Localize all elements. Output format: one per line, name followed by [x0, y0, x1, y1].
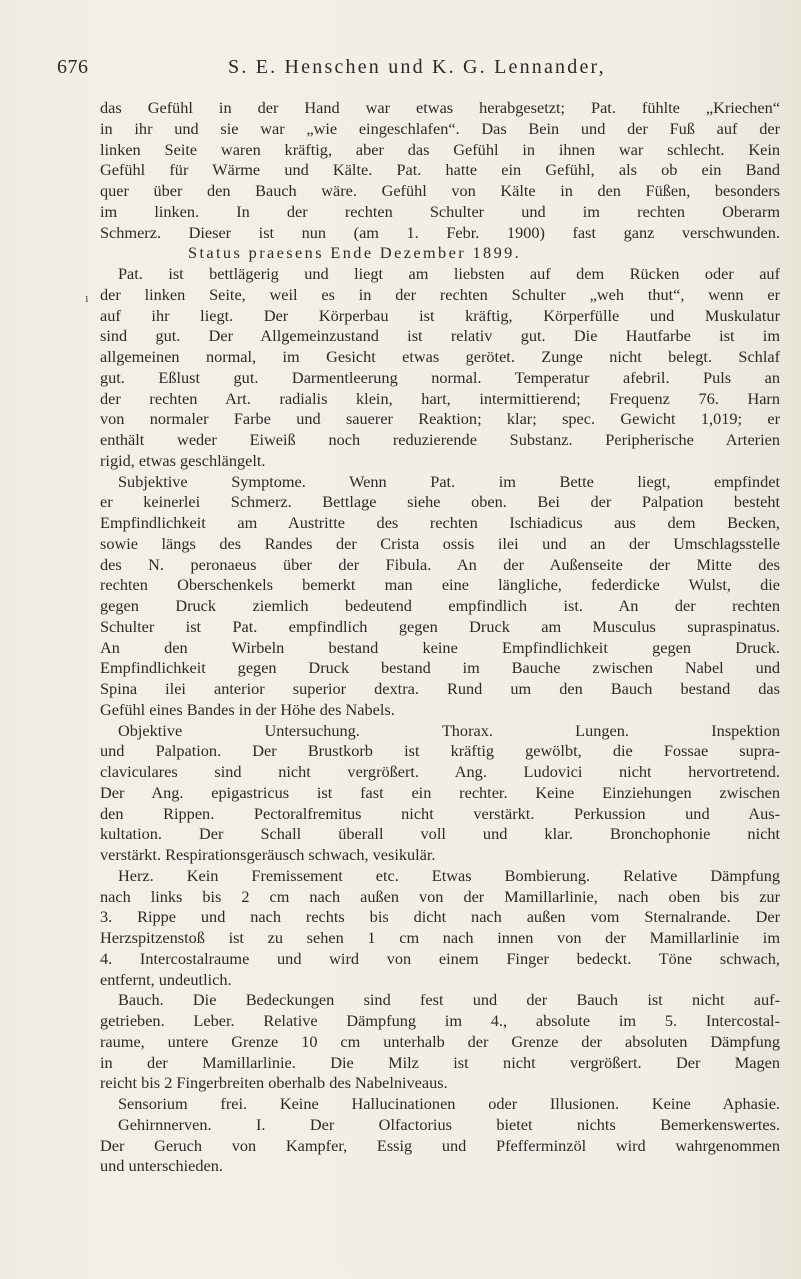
text-line: getrieben. Leber. Relative Dämpfung im 4., absolute im 5. Intercostal- — [100, 1011, 780, 1030]
text-line: Pat. ist bettlägerig und liegt am liebsten auf dem Rücken oder auf — [118, 264, 780, 283]
text-line: Spina ilei anterior superior dextra. Rund um den Bauch bestand das — [100, 679, 780, 698]
text-line: Gefühl für Wärme und Kälte. Pat. hatte ein Gefühl, als ob ein Band — [100, 160, 780, 180]
text-line: Gefühl eines Bandes in der Höhe des Nabels. — [100, 699, 395, 719]
text-line: Sensorium frei. Keine Hallucinationen oder Illusionen. Keine Aphasie. — [118, 1094, 780, 1113]
text-line: Bauch. Die Bedeckungen sind fest und der Bauch ist nicht auf- — [118, 990, 780, 1010]
text-line: allgemeinen normal, im Gesicht etwas gerötet. Zunge nicht belegt. Schlaf — [100, 347, 780, 366]
text-line: Schmerz. Dieser ist nun (am 1. Febr. 1900) fast ganz verschwunden. — [100, 222, 780, 242]
text-line: rigid, etwas geschlängelt. — [100, 450, 266, 470]
text-line: Herz. Kein Fremissement etc. Etwas Bombierung. Relative Dämpfung — [118, 865, 780, 885]
text-line: der rechten Art. radialis klein, hart, intermittierend; Frequenz 76. Harn — [100, 388, 780, 408]
text-line: 3. Rippe und nach rechts bis dicht nach außen vom Sternalrande. Der — [100, 907, 780, 927]
text-line: rechten Oberschenkels bemerkt man eine längliche, federdicke Wulst, die — [100, 575, 780, 595]
text-line: Empfindlichkeit gegen Druck bestand im Bauche zwischen Nabel und — [100, 658, 780, 678]
text-line: claviculares sind nicht vergrößert. Ang. Ludovici nicht hervortretend. — [100, 762, 780, 781]
text-line: auf ihr liegt. Der Körperbau ist kräftig, Körperfülle und Muskulatur — [100, 305, 780, 325]
text-line: Subjektive Symptome. Wenn Pat. im Bette liegt, empfindet — [118, 471, 780, 491]
text-line: Der Geruch von Kampfer, Essig und Pfefferminzöl wird wahrgenommen — [100, 1135, 780, 1155]
text-line: sind gut. Der Allgemeinzustand ist relativ gut. Die Hautfarbe ist im — [100, 326, 780, 346]
text-line: Status praesens Ende Dezember 1899. — [188, 243, 522, 263]
text-line: Herzspitzenstoß ist zu sehen 1 cm nach innen von der Mamillarlinie im — [100, 928, 780, 947]
text-line: Der Ang. epigastricus ist fast ein rechter. Keine Einziehungen zwischen — [100, 782, 780, 802]
text-line: enthält weder Eiweiß noch reduzierende Substanz. Peripherische Arterien — [100, 430, 780, 449]
page-header — [0, 56, 801, 82]
body-text — [100, 98, 780, 1177]
text-line: von normaler Farbe und sauerer Reaktion; klar; spec. Gewicht 1,019; er — [100, 409, 780, 429]
text-line: der linken Seite, weil es in der rechten Schulter „weh thut“, wenn er — [100, 284, 780, 304]
text-line: und unterschieden. — [100, 1156, 223, 1176]
page-number: 676 — [57, 56, 89, 78]
text-line: quer über den Bauch wäre. Gefühl von Kälte in den Füßen, besonders — [100, 181, 780, 200]
text-line: den Rippen. Pectoralfremitus nicht verstärkt. Perkussion und Aus- — [100, 803, 780, 823]
running-head: S. E. Henschen und K. G. Lennander, — [228, 56, 606, 78]
margin-mark: ı — [85, 290, 89, 305]
text-line: und Palpation. Der Brustkorb ist kräftig gewölbt, die Fossae supra- — [100, 741, 780, 761]
text-line: Gehirnnerven. I. Der Olfactorius bietet nichts Bemerkenswertes. — [118, 1114, 780, 1134]
text-line: des N. peronaeus über der Fibula. An der Außenseite der Mitte des — [100, 554, 780, 574]
text-line: sowie längs des Randes der Crista ossis ilei und an der Umschlagsstelle — [100, 533, 780, 553]
text-line: gut. Eßlust gut. Darmentleerung normal. Temperatur afebril. Puls an — [100, 367, 780, 387]
text-line: das Gefühl in der Hand war etwas herabgesetzt; Pat. fühlte „Kriechen“ — [100, 98, 780, 117]
text-line: raume, untere Grenze 10 cm unterhalb der Grenze der absoluten Dämpfung — [100, 1031, 780, 1051]
text-line: linken Seite waren kräftig, aber das Gefühl in ihnen war schlecht. Kein — [100, 139, 780, 159]
text-line: reicht bis 2 Fingerbreiten oberhalb des Nabelniveaus. — [100, 1073, 448, 1093]
text-line: An den Wirbeln bestand keine Empfindlichkeit gegen Druck. — [100, 637, 780, 657]
text-line: verstärkt. Respirationsgeräusch schwach, vesikulär. — [100, 845, 436, 864]
text-line: gegen Druck ziemlich bedeutend empfindlich ist. An der rechten — [100, 596, 780, 615]
text-line: 4. Intercostalraume und wird von einem Finger bedeckt. Töne schwach, — [100, 948, 780, 968]
text-line: Empfindlichkeit am Austritte des rechten Ischiadicus aus dem Becken, — [100, 513, 780, 532]
text-line: Objektive Untersuchung. Thorax. Lungen. Inspektion — [118, 720, 780, 740]
text-line: Schulter ist Pat. empfindlich gegen Druck am Musculus supraspinatus. — [100, 616, 780, 636]
text-line: entfernt, undeutlich. — [100, 969, 232, 989]
text-line: in der Mamillarlinie. Die Milz ist nicht vergrößert. Der Magen — [100, 1052, 780, 1072]
text-line: er keinerlei Schmerz. Bettlage siehe oben. Bei der Palpation besteht — [100, 492, 780, 512]
text-line: im linken. In der rechten Schulter und im rechten Oberarm — [100, 201, 780, 221]
text-line: kultation. Der Schall überall voll und klar. Bronchophonie nicht — [100, 824, 780, 844]
text-line: nach links bis 2 cm nach außen von der Mamillarlinie, nach oben bis zur — [100, 886, 780, 906]
text-line: in ihr und sie war „wie eingeschlafen“. Das Bein und der Fuß auf der — [100, 118, 780, 138]
